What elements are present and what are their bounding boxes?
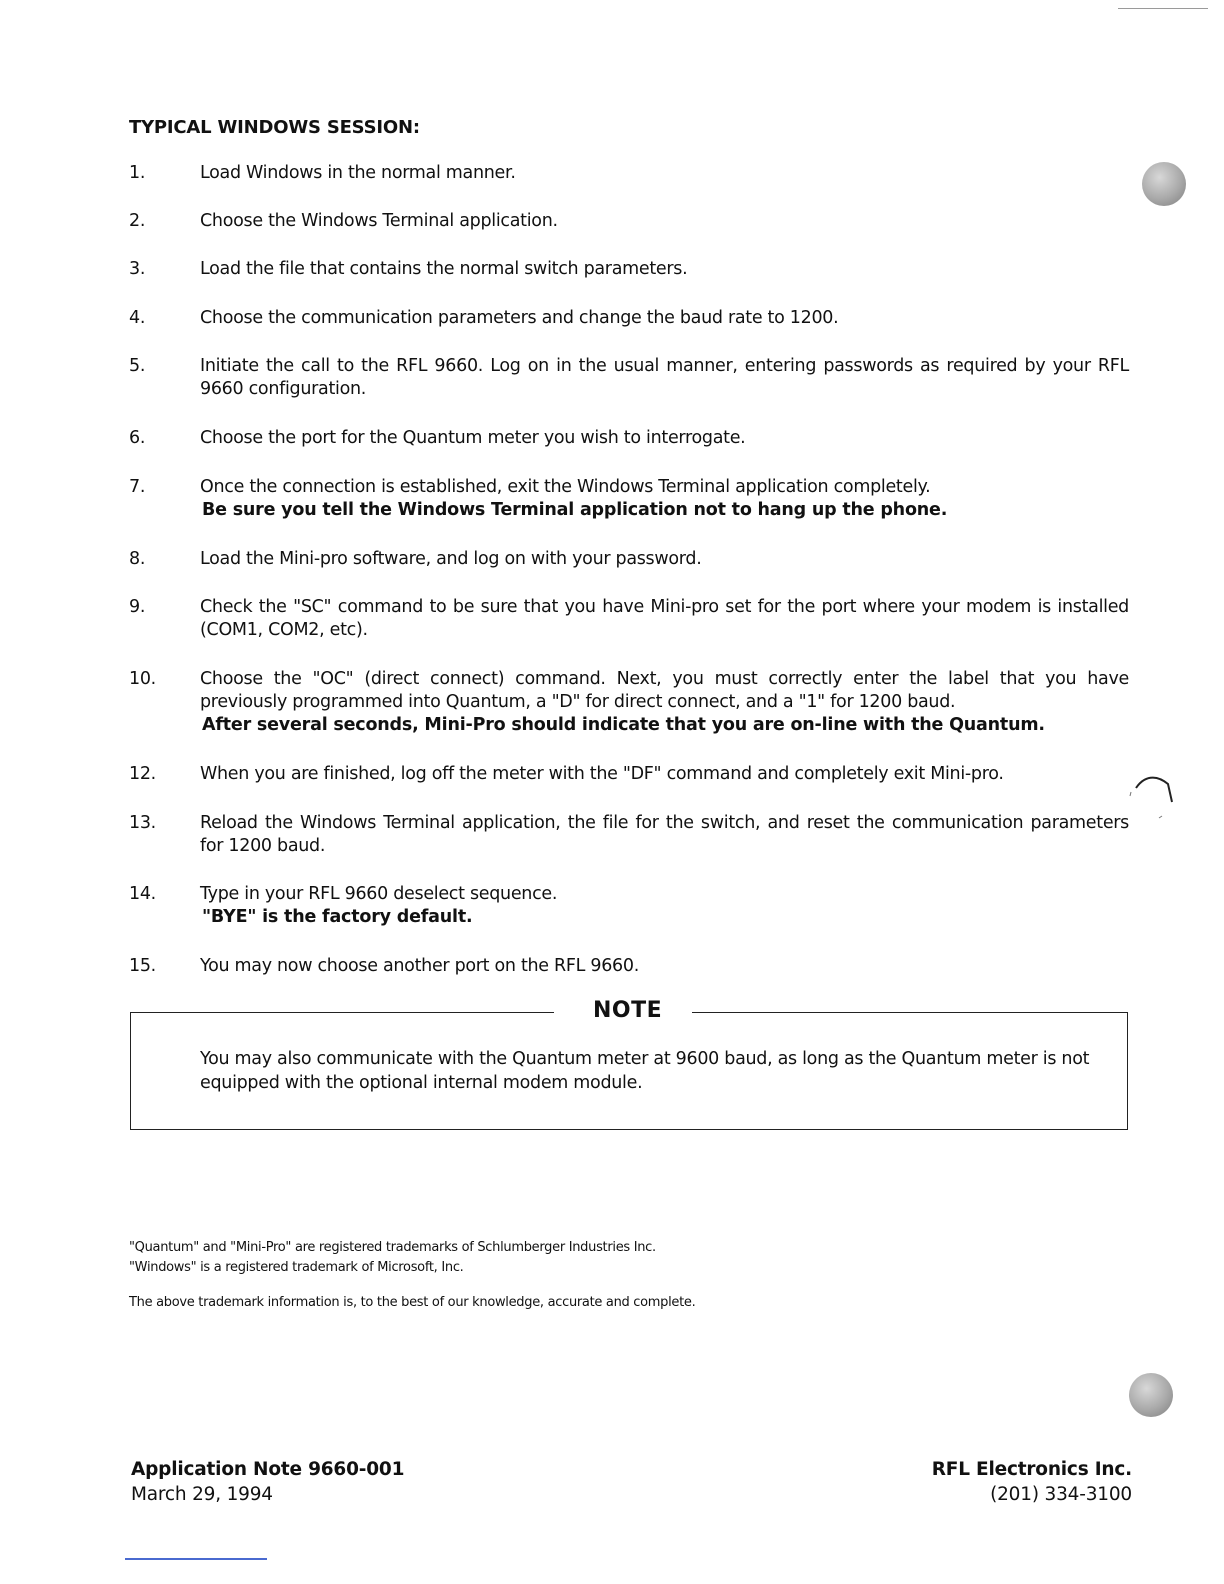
step-item [129,955,1129,978]
note-text: You may also communicate with the Quantum meter at 9600 baud, as long as the Quantum meter is not equipped with the optional internal modem module. [200,1049,1090,1093]
trademark-notice [129,1238,695,1313]
step-text: When you are finished, log off the meter with the "DF" command and completely exit Mini-pro. [200,764,1004,784]
document-title: Application Note 9660-001 [131,1459,405,1480]
step-item [129,596,1129,642]
step-text: Choose the "OC" (direct connect) command. Next, you must correctly enter the label that you have previously programmed into Quantum, a "D" for direct connect, and a "1" for 1200 baud. [200,669,1129,712]
step-item [129,812,1129,858]
step-text: Choose the Windows Terminal application. [200,211,558,231]
step-item [129,763,1129,786]
step-text: Load the file that contains the normal switch parameters. [200,259,688,279]
section-heading: TYPICAL WINDOWS SESSION: [129,117,420,138]
step-text: You may now choose another port on the RFL 9660. [200,956,639,976]
step-text: Type in your RFL 9660 deselect sequence. [200,884,558,904]
step-item [129,307,1129,330]
step-item [129,162,1129,185]
company-name: RFL Electronics Inc. [931,1459,1132,1480]
top-corner-rule [1118,8,1208,9]
trademark-line: "Windows" is a registered trademark of Microsoft, Inc. [129,1260,464,1275]
step-emphasis: "BYE" is the factory default. [202,907,473,927]
binder-hole-top [1142,162,1186,206]
step-emphasis: After several seconds, Mini-Pro should indicate that you are on-line with the Quantum. [202,715,1045,735]
step-emphasis: Be sure you tell the Windows Terminal application not to hang up the phone. [202,500,948,520]
binder-hole-bottom [1129,1373,1173,1417]
bottom-rule [125,1558,267,1560]
note-title: NOTE [593,998,663,1023]
step-text: Reload the Windows Terminal application, the file for the switch, and reset the communication parameters for 1200 baud. [200,813,1129,856]
step-number: 4. [129,308,146,328]
step-number: 10. [129,669,156,689]
step-number: 2. [129,211,146,231]
company-phone: (201) 334-3100 [990,1484,1132,1505]
step-item [129,210,1129,233]
trademark-line: "Quantum" and "Mini-Pro" are registered trademarks of Schlumberger Industries Inc. [129,1240,656,1255]
step-number: 8. [129,549,146,569]
step-item [129,883,1129,929]
step-number: 6. [129,428,146,448]
step-number: 1. [129,163,146,183]
trademark-disclaimer: The above trademark information is, to the best of our knowledge, accurate and complete. [129,1295,696,1310]
step-text: Initiate the call to the RFL 9660. Log on in the usual manner, entering passwords as required by your RFL 9660 configuration. [200,356,1129,399]
step-number: 7. [129,477,146,497]
step-text: Load Windows in the normal manner. [200,163,516,183]
document-date: March 29, 1994 [131,1484,273,1505]
step-item [129,476,1129,522]
footer-right [932,1457,1132,1507]
step-number: 9. [129,597,146,617]
footer-left [131,1457,404,1507]
step-item [129,427,1129,450]
scan-mark [1128,770,1188,830]
step-text: Choose the port for the Quantum meter you wish to interrogate. [200,428,746,448]
step-text: Check the "SC" command to be sure that you have Mini-pro set for the port where your modem is installed (COM1, COM2, etc). [200,597,1129,640]
step-item [129,548,1129,571]
step-number: 5. [129,356,146,376]
step-text: Load the Mini-pro software, and log on with your password. [200,549,702,569]
step-number: 14. [129,884,156,904]
step-item [129,258,1129,281]
step-item [129,355,1129,401]
step-text: Once the connection is established, exit the Windows Terminal application completely. [200,477,931,497]
step-number: 13. [129,813,156,833]
step-number: 15. [129,956,156,976]
step-number: 12. [129,764,156,784]
step-number: 3. [129,259,146,279]
step-item [129,668,1129,737]
step-text: Choose the communication parameters and change the baud rate to 1200. [200,308,839,328]
